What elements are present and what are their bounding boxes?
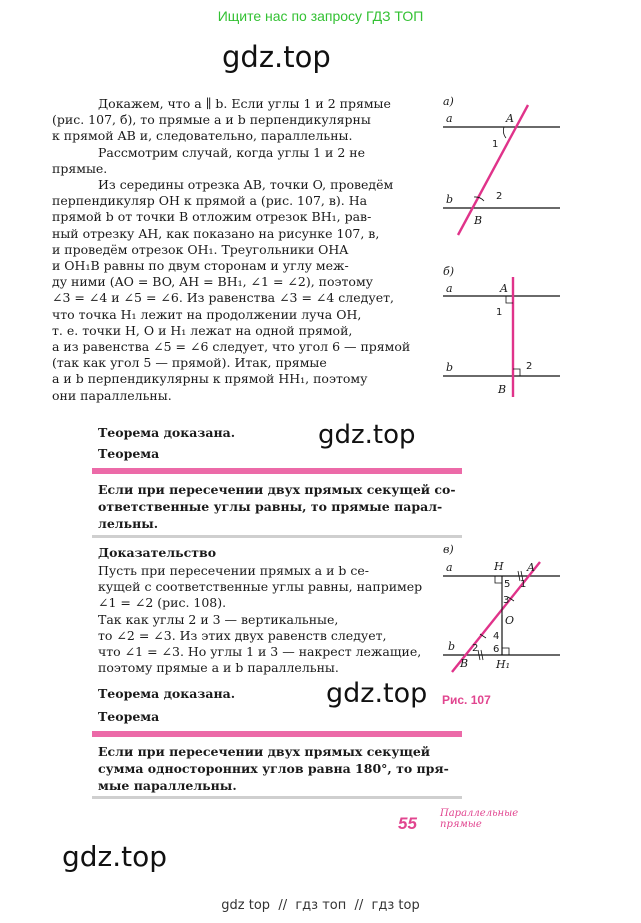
page-section <box>440 808 518 830</box>
label-H1: H₁ <box>496 658 511 671</box>
text-line: т. е. точки H, O и H₁ лежат на одной прямой, <box>52 322 353 338</box>
text-line: ду ними (AO = BO, AH = BH₁, ∠1 = ∠2), поэтому <box>52 274 374 290</box>
theorem-line: ответственные углы равны, то прямые парал- <box>98 499 443 514</box>
top-banner: Ищите нас по запросу ГДЗ ТОП <box>217 8 424 24</box>
proof-done: Теорема доказана. <box>98 425 236 440</box>
figure-b-svg <box>440 265 570 405</box>
theorem-line: мые параллельны. <box>98 778 237 793</box>
text-line: Рассмотрим случай, когда углы 1 и 2 не <box>98 144 366 160</box>
text-line: (так как угол 5 — прямой). Итак, прямые <box>52 355 327 371</box>
text-line: a и b перпендикулярны к прямой HH₁, поэтому <box>52 371 368 387</box>
label-angle-2: 2 <box>526 361 533 372</box>
label-angle-2: 2 <box>496 191 503 202</box>
panel-tag: а) <box>443 95 454 108</box>
section-line: прямые <box>440 819 482 830</box>
figure-c-svg <box>440 540 570 675</box>
text-line: Так как углы 2 и 3 — вертикальные, <box>98 611 339 627</box>
theorem-line: лельны. <box>98 516 159 531</box>
theorem-label: Теорема <box>98 709 160 724</box>
label-B: B <box>460 657 469 670</box>
label-angle-2: 2 <box>472 643 479 654</box>
text-line: Пусть при пересечении прямых a и b се- <box>98 563 369 578</box>
text-line: ∠1 = ∠2 (рис. 108). <box>98 595 227 611</box>
label-angle-6: 6 <box>493 644 500 655</box>
panel-tag: в) <box>443 543 454 556</box>
text-line: они параллельны. <box>52 387 172 403</box>
text-line: к прямой AB и, следовательно, параллельны. <box>52 128 353 144</box>
figure-panel-c <box>440 540 570 675</box>
text-line: Докажем, что a ∥ b. Если углы 1 и 2 прямые <box>98 96 391 111</box>
figure-panel-b <box>440 265 570 405</box>
page-number: 55 <box>398 814 417 833</box>
watermark: gdz.top <box>326 678 428 709</box>
figure-a-svg <box>440 95 570 245</box>
label-O: O <box>505 614 515 627</box>
text-line: что ∠1 = ∠3. Но углы 1 и 3 — накрест лежащие, <box>98 644 422 660</box>
theorem-statement <box>98 743 462 794</box>
label-a: a <box>446 561 453 574</box>
label-A: A <box>500 282 508 295</box>
proof-2-paragraphs <box>98 563 462 676</box>
theorem-line: Если при пересечении двух прямых секущей <box>98 744 431 759</box>
label-b: b <box>448 640 456 653</box>
watermark: gdz.top <box>62 840 168 873</box>
proof-done: Теорема доказана. <box>98 686 236 701</box>
watermark: gdz.top <box>318 420 416 450</box>
text-line: ный отрезку AH, как показано на рисунке 107, в, <box>52 225 380 241</box>
theorem-statement <box>98 481 462 532</box>
text-line: то ∠2 = ∠3. Из этих двух равенств следует, <box>98 627 387 643</box>
theorem-bottom-bar <box>92 535 462 538</box>
figure-caption: Рис. 107 <box>442 693 491 707</box>
proof-label: Доказательство <box>98 545 217 560</box>
figure-panel-a <box>440 95 570 245</box>
text-line: и проведём отрезок OH₁. Треугольники OHA <box>52 241 349 257</box>
label-B: B <box>498 383 507 396</box>
proof-paragraphs <box>52 96 464 404</box>
theorem-top-bar <box>92 468 462 474</box>
text-line: и OH₁B равны по двум сторонам и углу меж- <box>52 258 349 274</box>
right-angle-H1 <box>502 648 509 655</box>
text-line: Из середины отрезка AB, точки O, проведём <box>98 177 394 193</box>
label-angle-4: 4 <box>493 631 500 642</box>
secant-line <box>458 105 528 235</box>
text-line: прямые. <box>52 160 108 176</box>
theorem-top-bar <box>92 731 462 737</box>
label-A: A <box>506 112 514 125</box>
label-H: H <box>494 560 504 573</box>
label-angle-1: 1 <box>520 579 527 590</box>
angle-1-arc <box>503 127 506 138</box>
section-line: Параллельные <box>440 808 519 819</box>
theorem-line: сумма односторонних углов равна 180°, то пря- <box>98 761 449 776</box>
text-line: кущей c соответственные углы равны, например <box>98 579 423 595</box>
theorem-line: Если при пересечении двух прямых секущей со- <box>98 482 456 497</box>
label-B: B <box>474 214 483 227</box>
right-angle-H <box>495 576 502 583</box>
text-line: ∠3 = ∠4 и ∠5 = ∠6. Из равенства ∠3 = ∠4 следует, <box>52 290 394 306</box>
text-line: поэтому прямые a и b параллельны. <box>98 660 339 676</box>
label-angle-5: 5 <box>504 579 511 590</box>
text-line: (рис. 107, б), то прямые a и b перпендикулярны <box>52 112 371 128</box>
footer-links[interactable]: gdz top // гдз топ // гдз top <box>221 898 420 913</box>
label-a: a <box>446 112 453 125</box>
label-A: A <box>527 561 535 574</box>
text-line: прямой b от точки B отложим отрезок BH₁, рав- <box>52 209 372 225</box>
text-line: что точка H₁ лежит на продолжении луча OH, <box>52 306 362 322</box>
panel-tag: б) <box>443 265 455 278</box>
text-line: а из равенства ∠5 = ∠6 следует, что угол 6 — прямой <box>52 339 411 355</box>
text-line: перпендикуляр OH к прямой a (рис. 107, в). На <box>52 193 368 209</box>
label-b: b <box>446 361 454 374</box>
theorem-bottom-bar <box>92 796 462 799</box>
label-a: a <box>446 282 453 295</box>
theorem-label: Теорема <box>98 446 160 461</box>
label-angle-3: 3 <box>503 595 510 606</box>
label-angle-1: 1 <box>496 307 503 318</box>
label-b: b <box>446 193 454 206</box>
watermark: gdz.top <box>222 40 331 74</box>
label-angle-1: 1 <box>492 139 499 150</box>
